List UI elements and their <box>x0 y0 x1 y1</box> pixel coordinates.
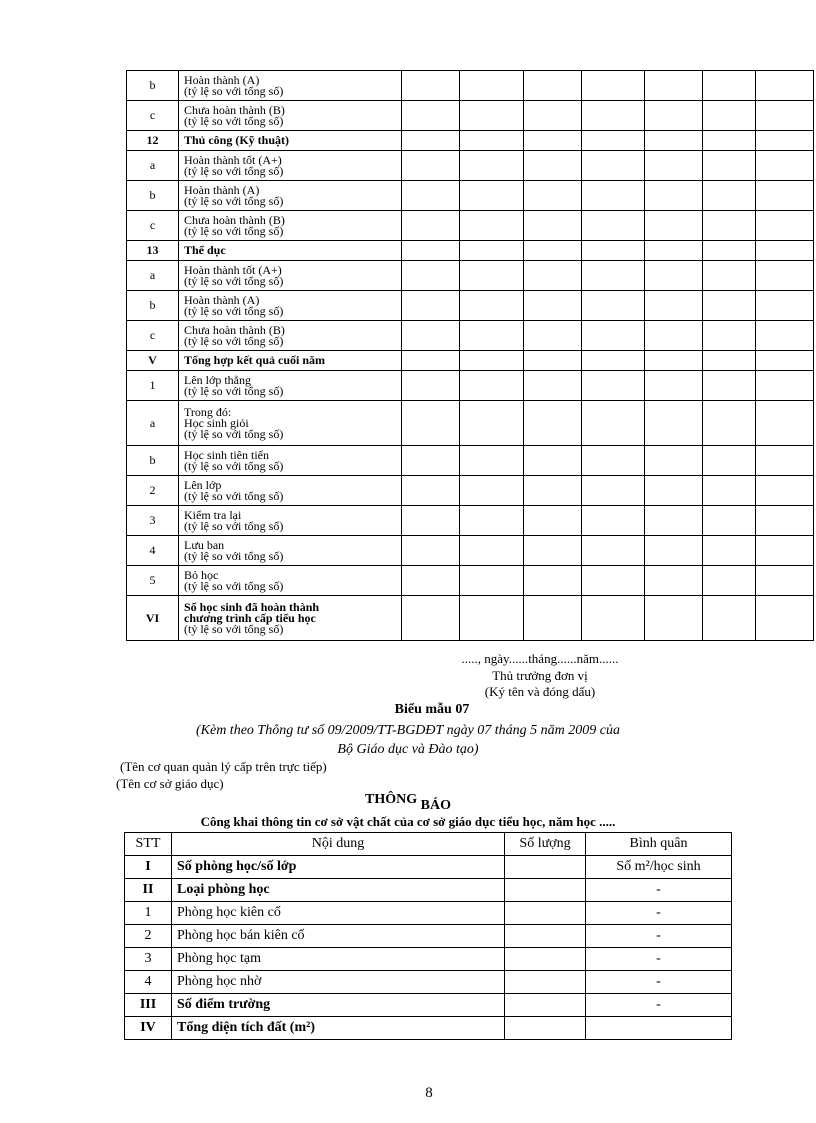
data-cell <box>460 71 524 101</box>
data-cell <box>582 71 645 101</box>
data-cell <box>582 536 645 566</box>
table-row <box>125 879 732 902</box>
data-cell <box>460 476 524 506</box>
facilities-header-row <box>125 833 732 856</box>
data-cell <box>402 371 460 401</box>
table-row <box>127 401 814 446</box>
data-cell <box>756 401 814 446</box>
data-cell <box>402 351 460 371</box>
data-cell <box>645 506 703 536</box>
data-cell <box>756 476 814 506</box>
data-cell <box>645 101 703 131</box>
data-cell <box>756 506 814 536</box>
row-stt: I <box>125 856 172 879</box>
data-cell <box>756 371 814 401</box>
row-line: (tỷ lệ so với tổng số) <box>184 303 284 318</box>
row-index: a <box>127 151 179 181</box>
data-cell <box>460 211 524 241</box>
data-cell <box>756 446 814 476</box>
row-content <box>179 151 402 181</box>
row-content <box>179 261 402 291</box>
row-line: (tỷ lệ so với tổng số) <box>184 488 284 503</box>
row-bold-line: chương trình cấp tiểu học <box>184 610 316 625</box>
row-content <box>179 101 402 131</box>
results-table <box>126 70 814 641</box>
row-stt: IV <box>125 1017 172 1040</box>
row-index: 12 <box>127 131 179 151</box>
row-index: a <box>127 261 179 291</box>
data-cell <box>645 371 703 401</box>
row-index: V <box>127 351 179 371</box>
data-cell <box>460 321 524 351</box>
row-content: Tổng hợp kết quả cuối năm <box>179 351 402 371</box>
data-cell <box>703 536 756 566</box>
data-cell <box>524 446 582 476</box>
data-cell <box>402 401 460 446</box>
header-qty: Số lượng <box>505 833 586 856</box>
data-cell <box>524 351 582 371</box>
row-avg: - <box>586 994 732 1017</box>
row-line: (tỷ lệ so với tổng số) <box>184 518 284 533</box>
row-line: Hoàn thành (A) <box>184 182 260 197</box>
date-line: ....., ngày......tháng......năm...... <box>461 651 619 666</box>
row-qty <box>505 971 586 994</box>
data-cell <box>703 211 756 241</box>
table-row <box>125 902 732 925</box>
data-cell <box>582 446 645 476</box>
row-content <box>179 536 402 566</box>
row-index: c <box>127 101 179 131</box>
data-cell <box>756 291 814 321</box>
data-cell <box>645 211 703 241</box>
row-line: (tỷ lệ so với tổng số) <box>184 113 284 128</box>
facilities-table-body <box>125 856 732 1040</box>
data-cell <box>582 101 645 131</box>
data-cell <box>524 241 582 261</box>
row-qty <box>505 994 586 1017</box>
row-content <box>179 566 402 596</box>
data-cell <box>756 151 814 181</box>
data-cell <box>582 131 645 151</box>
row-index: 13 <box>127 241 179 261</box>
data-cell <box>460 371 524 401</box>
data-cell <box>756 181 814 211</box>
data-cell <box>460 241 524 261</box>
facilities-table <box>124 832 732 1040</box>
section-row <box>127 351 814 371</box>
row-index: a <box>127 401 179 446</box>
announcement-word-2: BÁO <box>420 798 451 813</box>
row-line: Hoàn thành tốt (A+) <box>184 152 282 167</box>
table-row <box>127 181 814 211</box>
row-content: Phòng học nhờ <box>172 971 505 994</box>
data-cell <box>703 131 756 151</box>
row-line: (tỷ lệ so với tổng số) <box>184 426 284 441</box>
data-cell <box>703 321 756 351</box>
header-avg: Bình quân <box>586 833 732 856</box>
row-line: Lên lớp <box>184 477 222 492</box>
agency-label: (Tên cơ quan quản lý cấp trên trực tiếp) <box>120 759 327 774</box>
table-row <box>127 151 814 181</box>
data-cell <box>402 506 460 536</box>
table-row <box>127 566 814 596</box>
row-content <box>179 401 402 446</box>
row-qty <box>505 902 586 925</box>
data-cell <box>703 476 756 506</box>
data-cell <box>582 211 645 241</box>
row-avg: - <box>586 925 732 948</box>
data-cell <box>582 566 645 596</box>
announcement-title <box>0 792 816 813</box>
table-row <box>127 371 814 401</box>
row-index: 5 <box>127 566 179 596</box>
form-note-line2: Bộ Giáo dục và Đào tạo) <box>337 742 479 757</box>
data-cell <box>645 131 703 151</box>
data-cell <box>460 181 524 211</box>
row-index: b <box>127 71 179 101</box>
data-cell <box>524 71 582 101</box>
data-cell <box>645 446 703 476</box>
row-content <box>179 506 402 536</box>
row-line: (tỷ lệ so với tổng số) <box>184 333 284 348</box>
row-line: Lên lớp thẳng <box>184 372 251 387</box>
table-row <box>125 994 732 1017</box>
data-cell <box>703 71 756 101</box>
row-content <box>179 446 402 476</box>
announcement-subtitle: Công khai thông tin cơ sở vật chất của cơ sở giáo dục tiểu học, năm học ..... <box>200 814 616 829</box>
row-line: Hoàn thành tốt (A+) <box>184 262 282 277</box>
data-cell <box>756 566 814 596</box>
row-qty <box>505 1017 586 1040</box>
form-title: Biểu mẫu 07 <box>394 702 470 717</box>
row-content: Loại phòng học <box>172 879 505 902</box>
data-cell <box>582 321 645 351</box>
data-cell <box>645 351 703 371</box>
data-cell <box>645 151 703 181</box>
data-cell <box>402 291 460 321</box>
data-cell <box>460 291 524 321</box>
data-cell <box>703 506 756 536</box>
row-qty <box>505 879 586 902</box>
row-line: Hoàn thành (A) <box>184 72 260 87</box>
data-cell <box>645 476 703 506</box>
data-cell <box>460 131 524 151</box>
data-cell <box>460 101 524 131</box>
signer-title: Thủ trưởng đơn vị <box>492 668 588 683</box>
data-cell <box>460 401 524 446</box>
data-cell <box>756 101 814 131</box>
data-cell <box>402 476 460 506</box>
row-content <box>179 371 402 401</box>
row-content: Số phòng học/số lớp <box>172 856 505 879</box>
row-content: Tổng diện tích đất (m²) <box>172 1017 505 1040</box>
row-qty <box>505 856 586 879</box>
row-avg: - <box>586 948 732 971</box>
data-cell <box>402 181 460 211</box>
data-cell <box>703 151 756 181</box>
signer-note: (Ký tên và đóng dấu) <box>484 684 596 699</box>
data-cell <box>582 291 645 321</box>
table-row <box>127 446 814 476</box>
table-row <box>125 1017 732 1040</box>
data-cell <box>524 151 582 181</box>
data-cell <box>756 241 814 261</box>
results-table-body <box>127 71 814 641</box>
data-cell <box>645 536 703 566</box>
row-content: Phòng học tạm <box>172 948 505 971</box>
table-row <box>127 506 814 536</box>
data-cell <box>703 566 756 596</box>
row-content <box>179 181 402 211</box>
data-cell <box>645 181 703 211</box>
data-cell <box>582 151 645 181</box>
row-avg <box>586 1017 732 1040</box>
row-content <box>179 321 402 351</box>
data-cell <box>703 351 756 371</box>
data-cell <box>402 596 460 641</box>
data-cell <box>402 241 460 261</box>
data-cell <box>582 371 645 401</box>
data-cell <box>524 291 582 321</box>
row-content: Số điểm trường <box>172 994 505 1017</box>
row-avg: - <box>586 902 732 925</box>
table-row <box>125 925 732 948</box>
row-content: Thủ công (Kỹ thuật) <box>179 131 402 151</box>
header-stt: STT <box>125 833 172 856</box>
data-cell <box>524 596 582 641</box>
section-row <box>127 241 814 261</box>
data-cell <box>460 151 524 181</box>
row-content <box>179 596 402 641</box>
data-cell <box>756 596 814 641</box>
data-cell <box>402 211 460 241</box>
row-stt: 4 <box>125 971 172 994</box>
data-cell <box>756 536 814 566</box>
data-cell <box>460 261 524 291</box>
data-cell <box>582 401 645 446</box>
data-cell <box>582 506 645 536</box>
data-cell <box>402 261 460 291</box>
data-cell <box>582 261 645 291</box>
data-cell <box>460 446 524 476</box>
data-cell <box>524 211 582 241</box>
row-index: b <box>127 181 179 211</box>
row-avg: - <box>586 971 732 994</box>
table-row <box>127 291 814 321</box>
data-cell <box>402 566 460 596</box>
data-cell <box>756 211 814 241</box>
row-content <box>179 211 402 241</box>
row-bold-line: Số học sinh đã hoàn thành <box>184 599 320 614</box>
data-cell <box>756 351 814 371</box>
data-cell <box>582 476 645 506</box>
data-cell <box>756 71 814 101</box>
data-cell <box>756 261 814 291</box>
section-row <box>127 131 814 151</box>
data-cell <box>524 131 582 151</box>
row-line: (tỷ lệ so với tổng số) <box>184 193 284 208</box>
data-cell <box>524 371 582 401</box>
row-line: Trong đó: <box>184 404 232 419</box>
row-line: Chưa hoàn thành (B) <box>184 212 285 227</box>
row-line: (tỷ lệ so với tổng số) <box>184 223 284 238</box>
data-cell <box>524 476 582 506</box>
data-cell <box>402 101 460 131</box>
page-number: 8 <box>425 1085 433 1101</box>
data-cell <box>402 536 460 566</box>
row-line: Kiểm tra lại <box>184 507 242 522</box>
data-cell <box>524 566 582 596</box>
row-index: b <box>127 446 179 476</box>
row-index: 1 <box>127 371 179 401</box>
row-line: (tỷ lệ so với tổng số) <box>184 458 284 473</box>
form-note-line1: (Kèm theo Thông tư số 09/2009/TT-BGDĐT ngày 07 tháng 5 năm 2009 của <box>195 723 620 738</box>
row-avg: Số m²/học sinh <box>586 856 732 879</box>
row-index: c <box>127 211 179 241</box>
row-index: 3 <box>127 506 179 536</box>
row-stt: II <box>125 879 172 902</box>
data-cell <box>703 401 756 446</box>
data-cell <box>524 181 582 211</box>
data-cell <box>645 291 703 321</box>
row-line: (tỷ lệ so với tổng số) <box>184 621 284 636</box>
row-content <box>179 71 402 101</box>
data-cell <box>524 536 582 566</box>
row-stt: 1 <box>125 902 172 925</box>
row-index: 2 <box>127 476 179 506</box>
row-line: Lưu ban <box>184 537 225 552</box>
row-line: (tỷ lệ so với tổng số) <box>184 83 284 98</box>
table-row <box>127 596 814 641</box>
row-line: Bỏ học <box>184 567 219 582</box>
announcement-word-1: THÔNG <box>365 792 418 807</box>
data-cell <box>703 101 756 131</box>
row-index: b <box>127 291 179 321</box>
data-cell <box>645 321 703 351</box>
row-line: (tỷ lệ so với tổng số) <box>184 163 284 178</box>
data-cell <box>582 596 645 641</box>
row-line: (tỷ lệ so với tổng số) <box>184 548 284 563</box>
table-row <box>127 211 814 241</box>
row-content <box>179 291 402 321</box>
data-cell <box>524 401 582 446</box>
table-row <box>125 856 732 879</box>
data-cell <box>645 566 703 596</box>
data-cell <box>703 181 756 211</box>
data-cell <box>460 506 524 536</box>
row-stt: III <box>125 994 172 1017</box>
data-cell <box>460 566 524 596</box>
row-line: (tỷ lệ so với tổng số) <box>184 578 284 593</box>
row-line: (tỷ lệ so với tổng số) <box>184 383 284 398</box>
table-row <box>127 101 814 131</box>
table-row <box>127 261 814 291</box>
row-qty <box>505 925 586 948</box>
data-cell <box>756 321 814 351</box>
row-line: Chưa hoàn thành (B) <box>184 322 285 337</box>
data-cell <box>703 596 756 641</box>
row-content: Phòng học bán kiên cố <box>172 925 505 948</box>
row-content: Phòng học kiên cố <box>172 902 505 925</box>
data-cell <box>524 506 582 536</box>
data-cell <box>524 101 582 131</box>
data-cell <box>402 151 460 181</box>
data-cell <box>645 596 703 641</box>
data-cell <box>703 446 756 476</box>
header-content: Nội dung <box>172 833 505 856</box>
data-cell <box>402 71 460 101</box>
data-cell <box>756 131 814 151</box>
data-cell <box>460 351 524 371</box>
data-cell <box>703 241 756 261</box>
row-line: Hoàn thành (A) <box>184 292 260 307</box>
row-line: Học sinh giỏi <box>184 415 249 430</box>
row-line: Học sinh tiên tiến <box>184 447 269 462</box>
school-label: (Tên cơ sở giáo dục) <box>116 776 224 791</box>
data-cell <box>582 181 645 211</box>
data-cell <box>460 596 524 641</box>
data-cell <box>524 321 582 351</box>
data-cell <box>703 291 756 321</box>
table-row <box>127 536 814 566</box>
row-avg: - <box>586 879 732 902</box>
row-index: 4 <box>127 536 179 566</box>
data-cell <box>402 446 460 476</box>
table-row <box>125 948 732 971</box>
data-cell <box>402 131 460 151</box>
table-row <box>127 321 814 351</box>
data-cell <box>645 401 703 446</box>
row-index: c <box>127 321 179 351</box>
data-cell <box>703 371 756 401</box>
table-row <box>127 71 814 101</box>
data-cell <box>645 71 703 101</box>
table-row <box>127 476 814 506</box>
row-index: VI <box>127 596 179 641</box>
row-qty <box>505 948 586 971</box>
data-cell <box>645 261 703 291</box>
data-cell <box>402 321 460 351</box>
data-cell <box>645 241 703 261</box>
row-content: Thể dục <box>179 241 402 261</box>
data-cell <box>524 261 582 291</box>
table-row <box>125 971 732 994</box>
data-cell <box>582 241 645 261</box>
data-cell <box>582 351 645 371</box>
data-cell <box>460 536 524 566</box>
row-stt: 3 <box>125 948 172 971</box>
row-content <box>179 476 402 506</box>
data-cell <box>703 261 756 291</box>
row-line: (tỷ lệ so với tổng số) <box>184 273 284 288</box>
row-line: Chưa hoàn thành (B) <box>184 102 285 117</box>
row-stt: 2 <box>125 925 172 948</box>
